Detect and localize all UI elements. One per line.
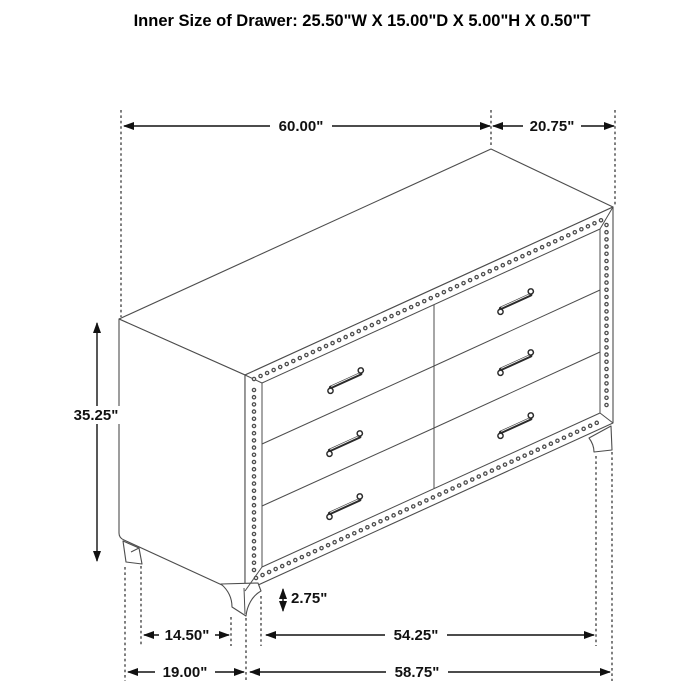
dim-overall-depth-label: 20.75" <box>529 118 575 135</box>
dim-side-depth-label: 19.00" <box>162 664 208 681</box>
dim-overall-height-label: 35.25" <box>73 407 119 424</box>
dim-overall-height <box>68 323 125 561</box>
front-left-leg <box>221 583 261 616</box>
dim-front-leg-spacing-label: 54.25" <box>393 627 439 644</box>
dim-front-leg-spacing <box>266 626 594 644</box>
dim-front-width-label: 58.75" <box>394 664 440 681</box>
dim-leg-height-label: 2.75" <box>291 590 328 607</box>
dim-overall-depth <box>493 117 614 135</box>
dim-side-leg-spacing <box>144 626 229 644</box>
diagram-title: Inner Size of Drawer: 25.50"W X 15.00"D X 5.00"H X 0.50"T <box>133 12 591 30</box>
dim-side-depth <box>128 663 244 681</box>
dim-leg-height <box>283 589 327 611</box>
dim-front-width <box>250 663 610 681</box>
dim-overall-width-label: 60.00" <box>278 118 324 135</box>
dim-side-leg-spacing-label: 14.50" <box>164 627 210 644</box>
dresser <box>119 149 613 616</box>
dim-overall-width <box>124 117 490 135</box>
